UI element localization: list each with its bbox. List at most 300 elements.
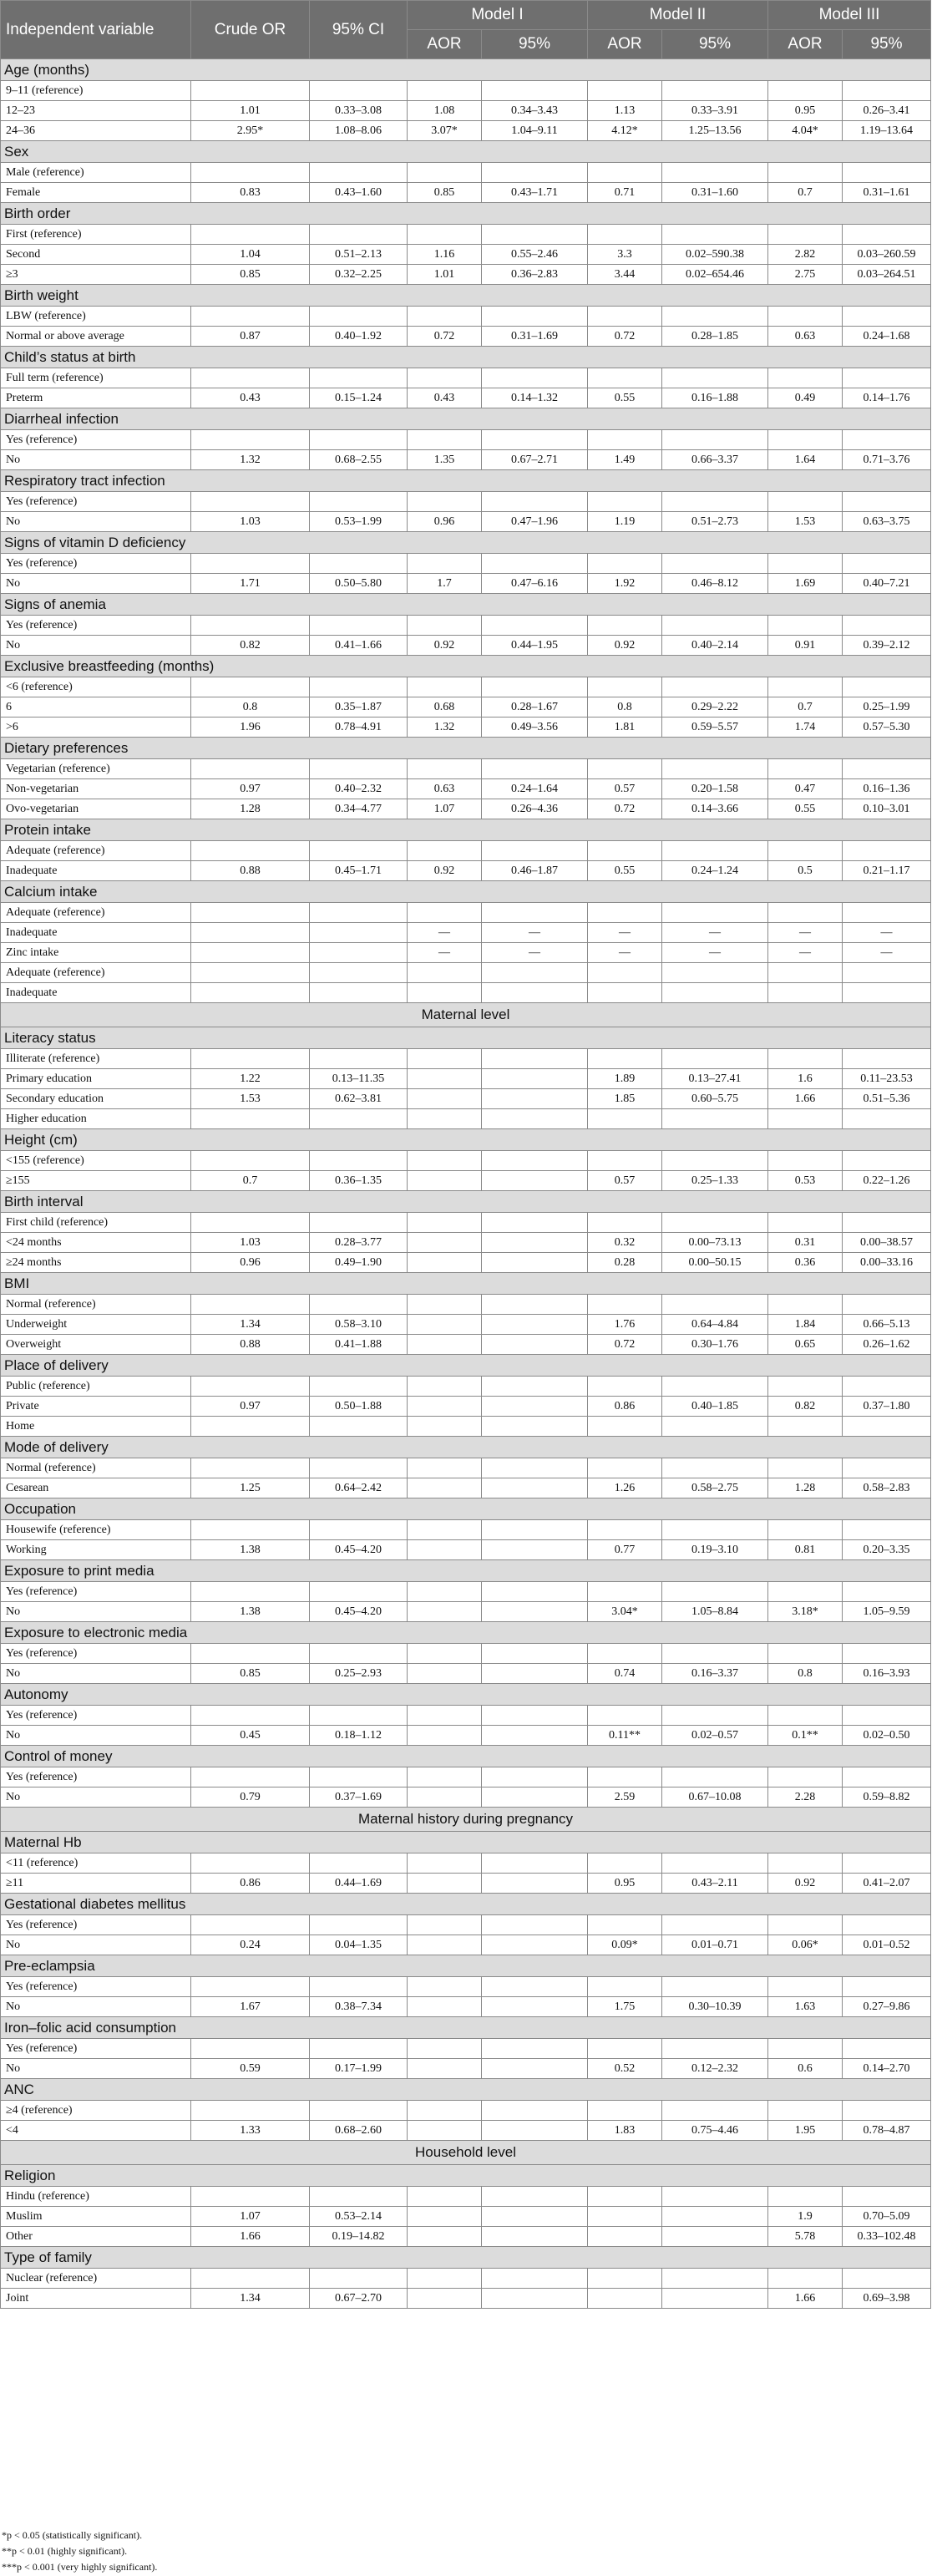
value-cell <box>408 1853 482 1874</box>
value-cell: 1.05–9.59 <box>843 1602 931 1622</box>
value-cell: 0.20–3.35 <box>843 1540 931 1560</box>
table-row <box>1 327 931 347</box>
table-row <box>1 697 931 718</box>
table-row <box>1 81 931 101</box>
value-cell: 0.25–1.99 <box>843 697 931 718</box>
value-cell: 0.67–10.08 <box>662 1787 768 1808</box>
category-cell: <11 (reference) <box>1 1853 191 1874</box>
value-cell: 0.75–4.46 <box>662 2121 768 2141</box>
category-cell: Adequate (reference) <box>1 903 191 923</box>
value-cell <box>588 368 662 388</box>
value-cell <box>408 2269 482 2289</box>
table-row <box>1 1602 931 1622</box>
section-row <box>1 2141 931 2165</box>
value-cell: 1.04–9.11 <box>482 121 588 141</box>
value-cell <box>191 1977 310 1997</box>
value-cell <box>310 225 408 245</box>
value-cell <box>482 1295 588 1315</box>
category-cell: Yes (reference) <box>1 1915 191 1935</box>
table-row <box>1 1417 931 1437</box>
value-cell <box>843 554 931 574</box>
value-cell <box>408 1049 482 1069</box>
value-cell: 0.78–4.91 <box>310 718 408 738</box>
category-cell: Joint <box>1 2289 191 2309</box>
value-cell <box>310 368 408 388</box>
variable-group-label: Birth weight <box>1 285 931 307</box>
category-cell: >6 <box>1 718 191 738</box>
value-cell <box>768 1520 843 1540</box>
value-cell: 0.45–4.20 <box>310 1540 408 1560</box>
value-cell <box>482 1213 588 1233</box>
category-cell: Yes (reference) <box>1 492 191 512</box>
table-row <box>1 1335 931 1355</box>
category-cell: Yes (reference) <box>1 1977 191 1997</box>
value-cell <box>408 307 482 327</box>
value-cell: 0.51–2.73 <box>662 512 768 532</box>
value-cell: 1.53 <box>768 512 843 532</box>
value-cell: 0.64–4.84 <box>662 1315 768 1335</box>
value-cell: 0.85 <box>191 1664 310 1684</box>
value-cell <box>408 1874 482 1894</box>
value-cell: 0.36 <box>768 1253 843 1273</box>
variable-group-label: Signs of vitamin D deficiency <box>1 532 931 554</box>
value-cell <box>768 1915 843 1935</box>
value-cell <box>408 1726 482 1746</box>
category-cell: Inadequate <box>1 983 191 1003</box>
value-cell <box>191 1582 310 1602</box>
table-row <box>1 799 931 819</box>
category-cell: Underweight <box>1 1315 191 1335</box>
header-model-3: Model III <box>768 1 931 30</box>
value-cell: 0.03–264.51 <box>843 265 931 285</box>
table-row <box>1 1787 931 1808</box>
variable-group-row <box>1 285 931 307</box>
value-cell: 0.43 <box>408 388 482 408</box>
value-cell <box>588 1458 662 1478</box>
value-cell <box>408 1478 482 1498</box>
value-cell: 2.59 <box>588 1787 662 1808</box>
value-cell <box>768 1706 843 1726</box>
table-row <box>1 923 931 943</box>
value-cell <box>408 1935 482 1955</box>
header-model-1-aor: AOR <box>408 30 482 59</box>
value-cell <box>843 1706 931 1726</box>
value-cell <box>482 963 588 983</box>
table-row <box>1 388 931 408</box>
value-cell <box>843 1458 931 1478</box>
value-cell: 0.02–0.50 <box>843 1726 931 1746</box>
value-cell: 1.03 <box>191 512 310 532</box>
value-cell: 0.19–3.10 <box>662 1540 768 1560</box>
value-cell: 0.24–1.24 <box>662 861 768 881</box>
category-cell: Yes (reference) <box>1 2039 191 2059</box>
value-cell <box>482 1151 588 1171</box>
value-cell <box>191 2039 310 2059</box>
category-cell: 24–36 <box>1 121 191 141</box>
value-cell <box>768 1295 843 1315</box>
value-cell: 2.75 <box>768 265 843 285</box>
value-cell <box>408 1171 482 1191</box>
category-cell: Higher education <box>1 1109 191 1129</box>
value-cell: 0.5 <box>768 861 843 881</box>
value-cell: 0.40–1.85 <box>662 1397 768 1417</box>
value-cell: 2.82 <box>768 245 843 265</box>
value-cell <box>408 616 482 636</box>
value-cell: 1.26 <box>588 1478 662 1498</box>
value-cell: 1.16 <box>408 245 482 265</box>
value-cell <box>843 963 931 983</box>
value-cell: 0.31 <box>768 1233 843 1253</box>
value-cell <box>662 1644 768 1664</box>
table-row <box>1 1853 931 1874</box>
value-cell <box>768 430 843 450</box>
value-cell <box>408 2289 482 2309</box>
value-cell: 0.58–2.75 <box>662 1478 768 1498</box>
value-cell <box>408 1089 482 1109</box>
category-cell: First child (reference) <box>1 1213 191 1233</box>
value-cell <box>843 368 931 388</box>
value-cell: 0.46–1.87 <box>482 861 588 881</box>
value-cell <box>843 1213 931 1233</box>
table-row <box>1 245 931 265</box>
value-cell: 0.14–1.76 <box>843 388 931 408</box>
value-cell: 0.72 <box>588 799 662 819</box>
value-cell: 0.41–1.88 <box>310 1335 408 1355</box>
value-cell: 0.41–2.07 <box>843 1874 931 1894</box>
category-cell: <6 (reference) <box>1 677 191 697</box>
value-cell <box>588 430 662 450</box>
value-cell <box>768 1767 843 1787</box>
value-cell <box>482 1935 588 1955</box>
value-cell <box>408 368 482 388</box>
value-cell: 0.02–654.46 <box>662 265 768 285</box>
value-cell <box>482 1377 588 1397</box>
value-cell: 0.33–102.48 <box>843 2227 931 2247</box>
value-cell <box>482 1458 588 1478</box>
value-cell <box>588 616 662 636</box>
value-cell: 0.62–3.81 <box>310 1089 408 1109</box>
value-cell <box>482 2289 588 2309</box>
value-cell <box>588 841 662 861</box>
value-cell <box>408 1069 482 1089</box>
value-cell: 0.8 <box>191 697 310 718</box>
value-cell <box>482 1915 588 1935</box>
value-cell: 0.60–5.75 <box>662 1089 768 1109</box>
variable-group-label: BMI <box>1 1273 931 1295</box>
value-cell <box>482 1726 588 1746</box>
value-cell: 0.79 <box>191 1787 310 1808</box>
value-cell: 2.28 <box>768 1787 843 1808</box>
value-cell: — <box>482 923 588 943</box>
value-cell <box>310 1582 408 1602</box>
value-cell <box>482 2269 588 2289</box>
value-cell <box>191 1213 310 1233</box>
value-cell <box>588 1151 662 1171</box>
value-cell: 1.66 <box>191 2227 310 2247</box>
value-cell: 1.69 <box>768 574 843 594</box>
value-cell <box>768 368 843 388</box>
category-cell: Secondary education <box>1 1089 191 1109</box>
value-cell <box>191 903 310 923</box>
table-row <box>1 1171 931 1191</box>
value-cell <box>482 1706 588 1726</box>
value-cell: 1.95 <box>768 2121 843 2141</box>
value-cell: — <box>408 943 482 963</box>
value-cell: 0.67–2.70 <box>310 2289 408 2309</box>
value-cell <box>310 1977 408 1997</box>
value-cell <box>588 983 662 1003</box>
value-cell: 0.77 <box>588 1540 662 1560</box>
value-cell <box>310 983 408 1003</box>
variable-group-row <box>1 1273 931 1295</box>
value-cell <box>408 1377 482 1397</box>
value-cell: 0.43–2.11 <box>662 1874 768 1894</box>
value-cell: 0.35–1.87 <box>310 697 408 718</box>
value-cell <box>408 225 482 245</box>
value-cell: — <box>768 923 843 943</box>
variable-group-row <box>1 1894 931 1915</box>
category-cell: ≥155 <box>1 1171 191 1191</box>
value-cell: 0.34–3.43 <box>482 101 588 121</box>
value-cell: 1.81 <box>588 718 662 738</box>
value-cell <box>408 1915 482 1935</box>
value-cell: 1.66 <box>768 2289 843 2309</box>
value-cell: 0.40–2.14 <box>662 636 768 656</box>
value-cell: 0.31–1.60 <box>662 183 768 203</box>
value-cell: 0.86 <box>588 1397 662 1417</box>
value-cell: 0.25–2.93 <box>310 1664 408 1684</box>
variable-group-label: Exclusive breastfeeding (months) <box>1 656 931 677</box>
value-cell <box>588 163 662 183</box>
value-cell <box>310 492 408 512</box>
value-cell: 0.15–1.24 <box>310 388 408 408</box>
table-row <box>1 1706 931 1726</box>
value-cell: 0.27–9.86 <box>843 1997 931 2017</box>
value-cell: 0.32–2.25 <box>310 265 408 285</box>
header-model-1: Model I <box>408 1 588 30</box>
variable-group-row <box>1 1191 931 1213</box>
value-cell <box>310 616 408 636</box>
value-cell <box>768 1417 843 1437</box>
value-cell <box>482 2187 588 2207</box>
value-cell: 0.13–11.35 <box>310 1069 408 1089</box>
value-cell <box>588 759 662 779</box>
value-cell: 0.46–8.12 <box>662 574 768 594</box>
value-cell <box>768 1977 843 1997</box>
variable-group-row <box>1 141 931 163</box>
value-cell <box>768 1582 843 1602</box>
value-cell: 0.6 <box>768 2059 843 2079</box>
value-cell <box>191 841 310 861</box>
category-cell: <4 <box>1 2121 191 2141</box>
value-cell <box>482 1397 588 1417</box>
value-cell: 1.34 <box>191 1315 310 1335</box>
value-cell <box>482 616 588 636</box>
value-cell <box>408 1315 482 1335</box>
value-cell: 0.58–2.83 <box>843 1478 931 1498</box>
category-cell: Muslim <box>1 2207 191 2227</box>
value-cell <box>768 616 843 636</box>
value-cell <box>191 430 310 450</box>
category-cell: ≥3 <box>1 265 191 285</box>
value-cell: 0.85 <box>191 265 310 285</box>
value-cell <box>191 943 310 963</box>
value-cell: 5.78 <box>768 2227 843 2247</box>
value-cell <box>588 2187 662 2207</box>
value-cell: 0.33–3.08 <box>310 101 408 121</box>
value-cell: 0.51–5.36 <box>843 1089 931 1109</box>
variable-group-label: Place of delivery <box>1 1355 931 1377</box>
value-cell <box>588 1520 662 1540</box>
value-cell: 1.34 <box>191 2289 310 2309</box>
value-cell <box>408 1213 482 1233</box>
value-cell <box>482 1109 588 1129</box>
value-cell: 0.00–50.15 <box>662 1253 768 1273</box>
table-row <box>1 1644 931 1664</box>
value-cell <box>191 1915 310 1935</box>
variable-group-row <box>1 1684 931 1706</box>
category-cell: Yes (reference) <box>1 1582 191 1602</box>
value-cell <box>482 492 588 512</box>
value-cell <box>310 1109 408 1129</box>
value-cell <box>768 1458 843 1478</box>
category-cell: Yes (reference) <box>1 1706 191 1726</box>
value-cell <box>408 1787 482 1808</box>
variable-group-row <box>1 1746 931 1767</box>
footnotes <box>0 2528 157 2575</box>
value-cell: — <box>843 923 931 943</box>
value-cell: 0.19–14.82 <box>310 2227 408 2247</box>
value-cell: 0.43–1.60 <box>310 183 408 203</box>
value-cell <box>588 307 662 327</box>
header-model-2: Model II <box>588 1 768 30</box>
value-cell <box>191 1767 310 1787</box>
value-cell: — <box>843 943 931 963</box>
value-cell: 0.53–2.14 <box>310 2207 408 2227</box>
value-cell <box>662 163 768 183</box>
value-cell: 0.49–1.90 <box>310 1253 408 1273</box>
variable-group-label: Child’s status at birth <box>1 347 931 368</box>
category-cell: Ovo-vegetarian <box>1 799 191 819</box>
value-cell <box>482 1997 588 2017</box>
value-cell <box>408 1644 482 1664</box>
value-cell: 0.11–23.53 <box>843 1069 931 1089</box>
category-cell: Yes (reference) <box>1 1644 191 1664</box>
value-cell <box>408 2101 482 2121</box>
value-cell: 1.75 <box>588 1997 662 2017</box>
value-cell <box>310 2101 408 2121</box>
value-cell <box>843 1151 931 1171</box>
value-cell: 0.57 <box>588 779 662 799</box>
value-cell <box>408 1664 482 1684</box>
variable-group-label: Control of money <box>1 1746 931 1767</box>
value-cell: 1.28 <box>768 1478 843 1498</box>
value-cell: 0.66–5.13 <box>843 1315 931 1335</box>
value-cell <box>482 1787 588 1808</box>
value-cell <box>408 81 482 101</box>
value-cell <box>408 430 482 450</box>
value-cell <box>191 163 310 183</box>
value-cell <box>662 1213 768 1233</box>
value-cell <box>310 307 408 327</box>
variable-group-label: Gestational diabetes mellitus <box>1 1894 931 1915</box>
category-cell: Second <box>1 245 191 265</box>
value-cell <box>191 554 310 574</box>
value-cell: 1.76 <box>588 1315 662 1335</box>
value-cell: 0.78–4.87 <box>843 2121 931 2141</box>
table-row <box>1 718 931 738</box>
value-cell <box>482 677 588 697</box>
value-cell: 0.55 <box>768 799 843 819</box>
value-cell <box>408 163 482 183</box>
value-cell <box>662 903 768 923</box>
value-cell <box>843 1853 931 1874</box>
variable-group-row <box>1 819 931 841</box>
value-cell <box>482 368 588 388</box>
value-cell: 0.12–2.32 <box>662 2059 768 2079</box>
value-cell <box>662 2101 768 2121</box>
value-cell <box>662 81 768 101</box>
value-cell <box>662 1417 768 1437</box>
table-header <box>1 1 931 59</box>
variable-group-row <box>1 738 931 759</box>
value-cell <box>482 1664 588 1684</box>
footnote: ***p < 0.001 (very highly significant). <box>2 2561 158 2573</box>
value-cell: 0.00–38.57 <box>843 1233 931 1253</box>
table-row <box>1 1478 931 1498</box>
value-cell: 0.47 <box>768 779 843 799</box>
value-cell: 0.16–1.88 <box>662 388 768 408</box>
category-cell: No <box>1 1664 191 1684</box>
value-cell <box>843 1049 931 1069</box>
table-row <box>1 963 931 983</box>
table-row <box>1 512 931 532</box>
value-cell: 0.37–1.80 <box>843 1397 931 1417</box>
value-cell <box>588 1915 662 1935</box>
table-row <box>1 183 931 203</box>
value-cell <box>843 616 931 636</box>
variable-group-label: Autonomy <box>1 1684 931 1706</box>
value-cell: 1.83 <box>588 2121 662 2141</box>
value-cell: 0.28 <box>588 1253 662 1273</box>
value-cell <box>662 616 768 636</box>
value-cell: 1.03 <box>191 1233 310 1253</box>
value-cell <box>843 1520 931 1540</box>
value-cell <box>310 943 408 963</box>
category-cell: Overweight <box>1 1335 191 1355</box>
value-cell <box>768 1109 843 1129</box>
value-cell <box>588 2269 662 2289</box>
value-cell: — <box>662 943 768 963</box>
variable-group-row <box>1 1129 931 1151</box>
value-cell: 1.22 <box>191 1069 310 1089</box>
value-cell <box>588 81 662 101</box>
value-cell: 0.32 <box>588 1233 662 1253</box>
category-cell: Adequate (reference) <box>1 841 191 861</box>
value-cell: 0.58–3.10 <box>310 1315 408 1335</box>
variable-group-row <box>1 1832 931 1853</box>
value-cell: 0.38–7.34 <box>310 1997 408 2017</box>
value-cell <box>408 2039 482 2059</box>
value-cell: 0.16–3.37 <box>662 1664 768 1684</box>
section-label: Maternal level <box>1 1003 931 1027</box>
value-cell <box>662 983 768 1003</box>
value-cell: 0.64–2.42 <box>310 1478 408 1498</box>
value-cell <box>310 1295 408 1315</box>
value-cell: 0.24–1.64 <box>482 779 588 799</box>
value-cell: 0.16–1.36 <box>843 779 931 799</box>
value-cell <box>588 225 662 245</box>
